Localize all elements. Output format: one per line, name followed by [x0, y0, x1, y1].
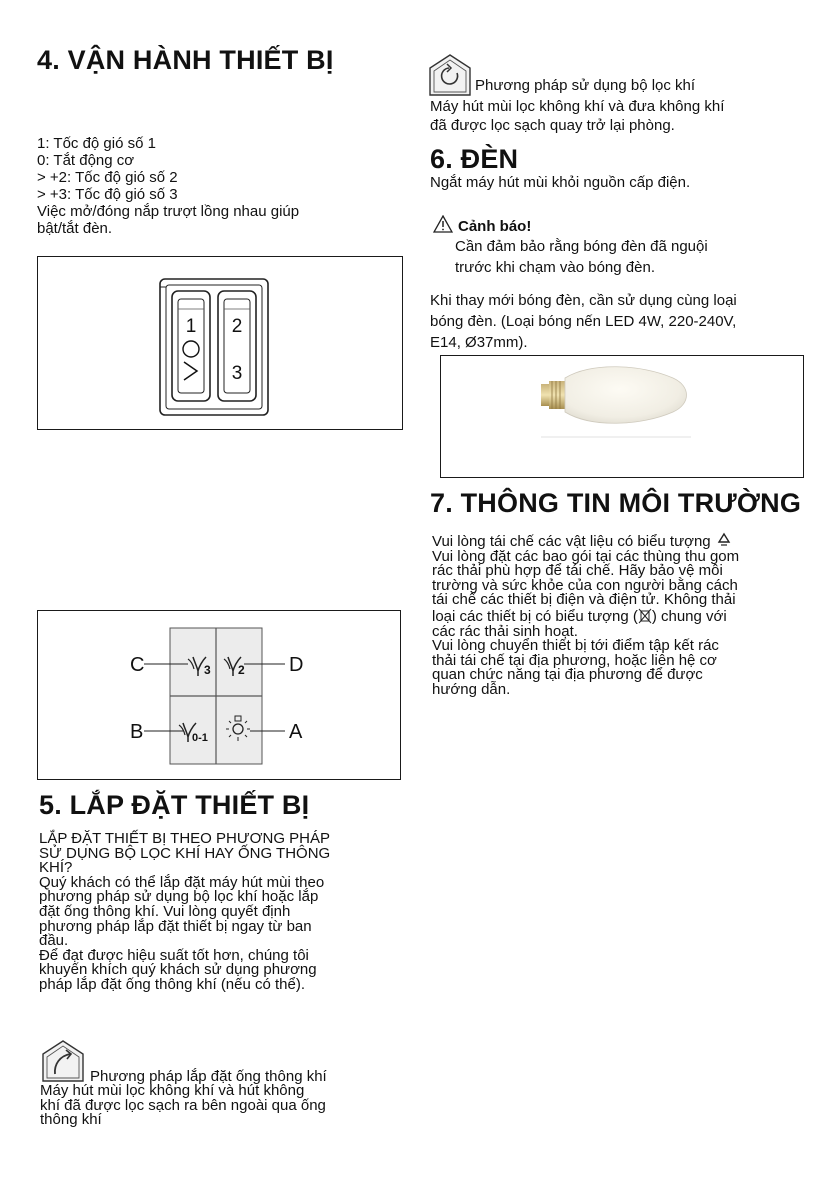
bulb-figure — [440, 355, 804, 478]
duct-line: khí đã được lọc sạch ra bên ngoài qua ống — [40, 1096, 326, 1114]
duct-extraction-icon — [40, 1038, 86, 1084]
filter-method-text — [430, 97, 724, 135]
section-7-title: 7. THÔNG TIN MÔI TRƯỜNG — [430, 488, 802, 518]
installation-line: đặt ống thông khí. Vui lòng quyết định — [39, 902, 291, 920]
duct-line: Máy hút mùi lọc không khí và hút không — [40, 1082, 305, 1099]
duct-method-title: Phương pháp lắp đặt ống thông khí — [90, 1068, 327, 1085]
switch-label-3: 3 — [231, 363, 243, 384]
env-line: trường và sức khỏe của con người bằng cách — [432, 576, 738, 594]
recycle-icon — [715, 532, 733, 548]
chevron-right-icon — [184, 362, 197, 380]
env-line: rác thải phù hợp để tái chế. Hãy bảo vệ môi — [432, 562, 723, 580]
switch-figure — [37, 256, 403, 430]
operation-text — [37, 135, 299, 237]
installation-line: phương pháp sử dụng bộ lọc khí hoặc lắp — [39, 888, 319, 906]
duct-method-text — [40, 1084, 326, 1128]
env-line: hướng dẫn. — [432, 680, 511, 698]
light-intro-text: Ngắt máy hút mùi khỏi nguồn cấp điện. — [430, 174, 691, 191]
operation-line: > +3: Tốc độ gió số 3 — [37, 186, 178, 203]
label-d: D — [289, 654, 304, 676]
bulb-replacement-text — [430, 290, 737, 353]
env-line: loại các thiết bị có biểu tượng ( — [432, 607, 638, 625]
section-6-title: 6. ĐÈN — [430, 144, 519, 174]
env-line: Vui lòng tái chế các vật liệu có biểu tượng — [432, 533, 711, 550]
control-panel-figure — [37, 610, 401, 780]
installation-line: phương pháp lắp đặt thiết bị ngay từ ban — [39, 917, 312, 935]
filter-method-title: Phương pháp sử dụng bộ lọc khí — [475, 77, 696, 94]
section-5-title: 5. LẮP ĐẶT THIẾT BỊ — [39, 790, 310, 820]
warning-text — [455, 236, 708, 278]
switch-label-1: 1 — [185, 316, 197, 337]
warning-line: trước khi chạm vào bóng đèn. — [455, 259, 655, 276]
operation-line: Việc mở/đóng nắp trượt lồng nhau giúp — [37, 203, 300, 220]
env-line: thải tái chế tại địa phương, hoặc liên hệ cơ — [432, 651, 717, 669]
operation-line: > +2: Tốc độ gió số 2 — [37, 169, 178, 186]
installation-line: Để đạt được hiệu suất tốt hơn, chúng tôi — [39, 946, 309, 964]
operation-line: bật/tắt đèn. — [37, 220, 113, 237]
env-line: ) chung với — [651, 607, 727, 625]
env-line: Vui lòng chuyển thiết bị tới điểm tập kết rác — [432, 637, 719, 655]
switch-label-2: 2 — [231, 316, 243, 337]
installation-line: pháp lắp đặt ống thông khí (nếu có thể). — [39, 975, 306, 993]
installation-text — [39, 832, 330, 993]
switch-illustration — [38, 257, 401, 428]
operation-line: 0: Tắt động cơ — [37, 152, 135, 169]
control-panel-diagram — [38, 611, 399, 778]
label-a: A — [289, 721, 303, 743]
fan-3-subscript: 3 — [204, 663, 211, 677]
installation-line: KHÍ? — [39, 859, 73, 877]
installation-line: LẮP ĐẶT THIẾT BỊ THEO PHƯƠNG PHÁP — [39, 830, 331, 847]
installation-line: Quý khách có thể lắp đặt máy hút mùi theo — [39, 873, 325, 891]
filter-line: Máy hút mùi lọc không khí và đưa không khí — [430, 98, 725, 115]
label-c: C — [130, 654, 145, 676]
environment-text — [432, 532, 739, 698]
bulb-line: bóng đèn. (Loại bóng nến LED 4W, 220-240V, — [430, 313, 737, 330]
section-4-title: 4. VẬN HÀNH THIẾT BỊ — [37, 45, 334, 75]
filter-line: đã được lọc sạch quay trở lại phòng. — [430, 117, 675, 134]
fan-0-1-subscript: 0-1 — [192, 732, 208, 744]
warning-triangle-icon — [433, 215, 453, 233]
bulb-line: Khi thay mới bóng đèn, cần sử dụng cùng loại — [430, 292, 737, 309]
candle-bulb-picture — [441, 356, 802, 476]
installation-line: đầu. — [39, 932, 69, 950]
off-circle-icon — [183, 341, 199, 357]
warning-line: Cần đảm bảo rằng bóng đèn đã nguội — [455, 238, 708, 255]
crossed-bin-icon — [638, 608, 652, 624]
env-line-with-icon — [432, 532, 739, 550]
warning-title: Cảnh báo! — [458, 218, 532, 235]
installation-line: SỬ DỤNG BỘ LỌC KHÍ HAY ỐNG THÔNG — [39, 844, 331, 862]
installation-line: khuyến khích quý khách sử dụng phương — [39, 961, 317, 979]
env-line: tái chế các thiết bị điện và điện tử. Không thải — [432, 591, 736, 609]
air-recirculation-icon — [428, 53, 472, 97]
fan-2-subscript: 2 — [238, 663, 245, 677]
env-line: Vui lòng đặt các bao gói tại các thùng thu gom — [432, 547, 740, 565]
operation-line: 1: Tốc độ gió số 1 — [37, 135, 156, 152]
env-line: các rác thải sinh hoạt. — [432, 622, 578, 640]
env-line: quan chức năng tại địa phương để được — [432, 666, 703, 684]
bulb-line: E14, Ø37mm). — [430, 334, 528, 351]
duct-line: thông khí — [40, 1111, 102, 1129]
label-b: B — [130, 721, 144, 743]
